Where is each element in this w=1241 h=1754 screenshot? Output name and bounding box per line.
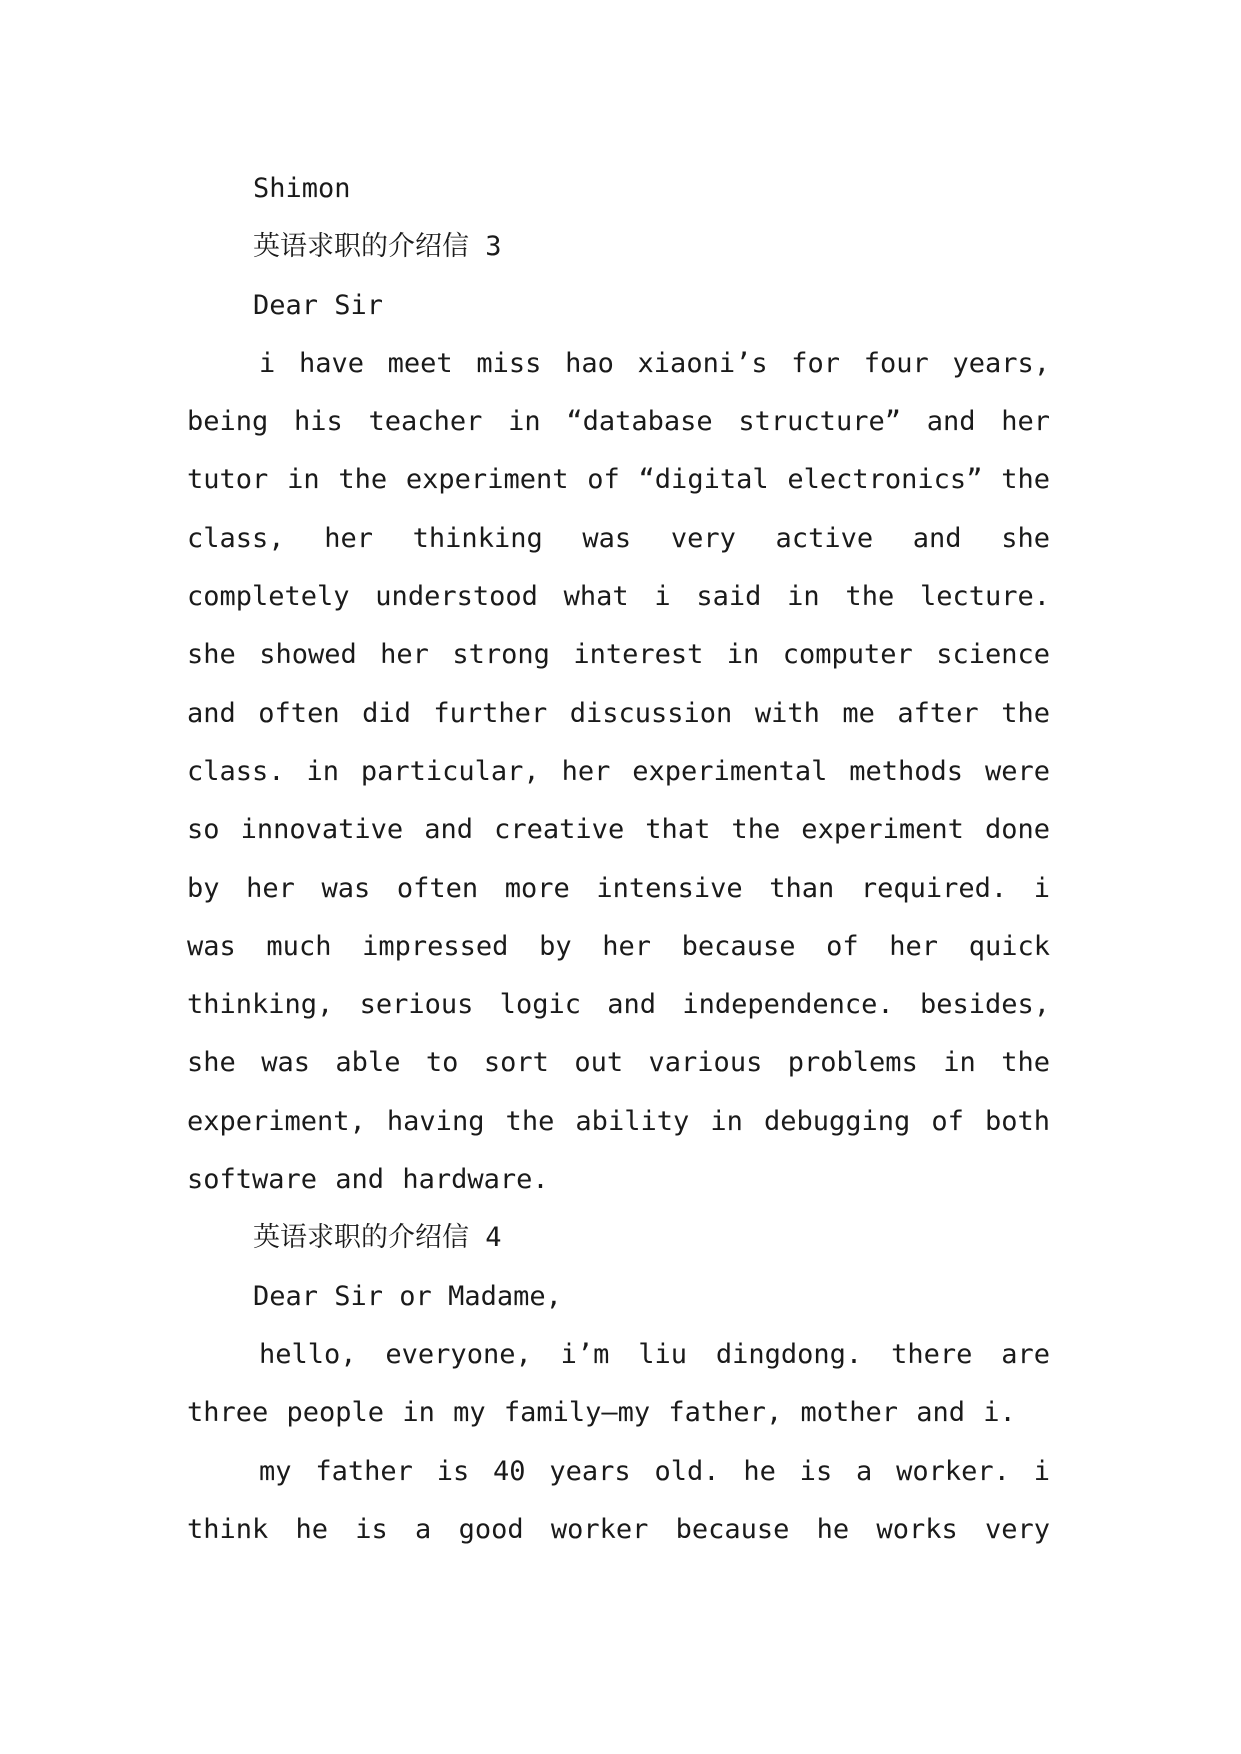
letter3-heading: 英语求职的介绍信 3 bbox=[253, 231, 502, 263]
letter4-heading: 英语求职的介绍信 4 bbox=[253, 1222, 502, 1254]
letter3-body: i have meet miss hao xiaoni’s for four years, being his teacher in “database structure” and her tutor in the experiment of “digital electronics” the class, her thinking was very active and she completely understood what i said in the lecture. she showed her strong interest in computer science and often did further discussion with me after the class. in particular, her experimental methods were so innovative and creative that the experiment done by her was often more intensive than required. i was much impressed by her because of her quick thinking, serious logic and independence. besides, she was able to sort out various problems in the experiment, having the ability in debugging of both software and hardware. bbox=[187, 347, 1050, 1196]
letter-content bbox=[187, 160, 1050, 1559]
letter4-paragraph-2: my father is 40 years old. he is a worker. i think he is a good worker because he works very bbox=[187, 1455, 1050, 1545]
letter4-paragraph-1: hello, everyone, i’m liu dingdong. there are three people in my family—my father, mother and i. bbox=[187, 1338, 1050, 1429]
signature: Shimon bbox=[253, 173, 351, 204]
letter3-salutation: Dear Sir bbox=[253, 289, 384, 321]
letter4-salutation: Dear Sir or Madame, bbox=[253, 1280, 562, 1312]
